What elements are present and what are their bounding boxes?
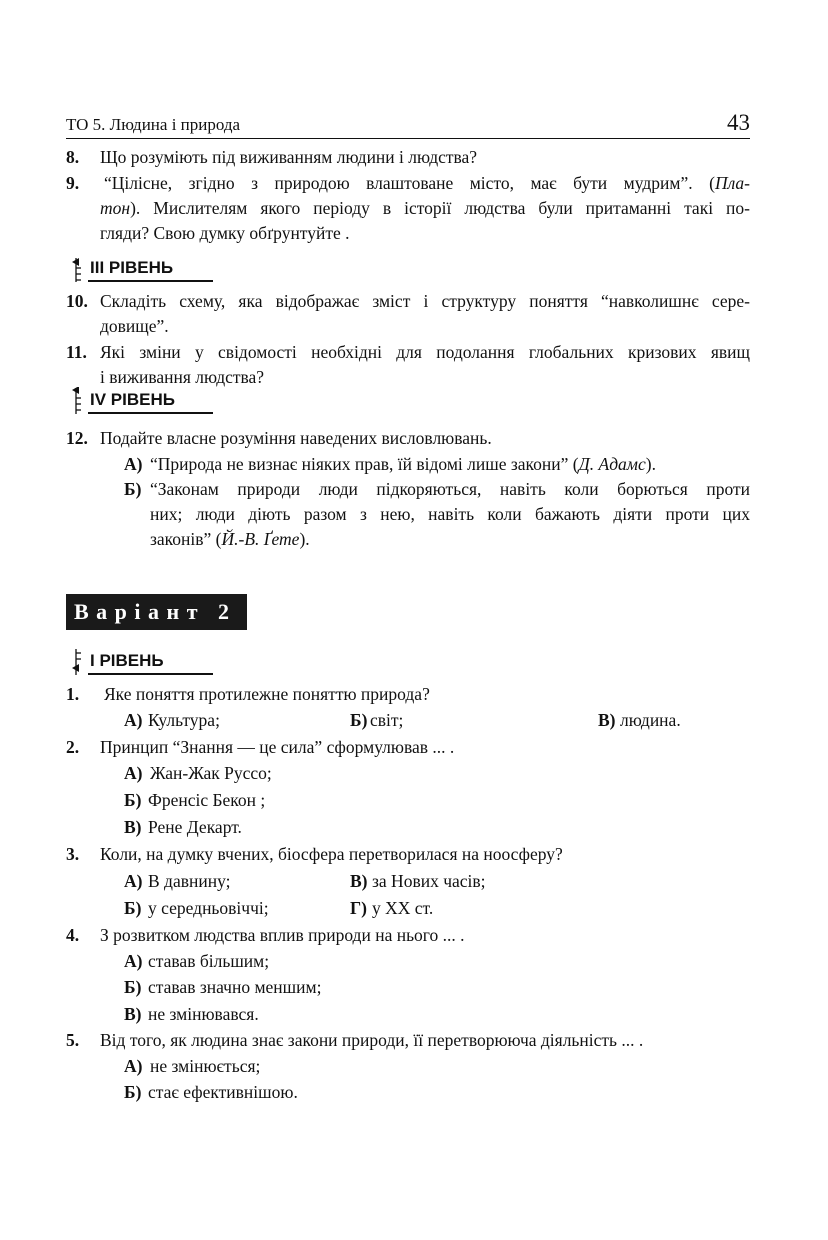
level-marker-icon — [72, 387, 82, 415]
variant-question-1-text: Яке поняття протилежне поняттю природа? — [104, 684, 430, 704]
level-3-underline — [88, 280, 213, 282]
question-11-number: 11. — [66, 342, 87, 362]
variant-question-4-option-a-label: А) — [124, 951, 143, 971]
question-12-number: 12. — [66, 428, 88, 448]
question-9-quote: “Цілісне, згідно з природою влаштоване місто, має бути мудрим”. ( — [104, 173, 715, 193]
variant-question-1-option-c: людина. — [620, 710, 681, 730]
level-4-label: ІV РІВЕНЬ — [90, 390, 175, 409]
question-8-text: Що розуміють під виживанням людини і людства? — [100, 147, 478, 167]
variant-question-4-option-c-label: В) — [124, 1004, 142, 1024]
variant-question-5-number: 5. — [66, 1030, 80, 1050]
question-12-option-a-end: ). — [645, 454, 656, 474]
question-12-option-a — [150, 453, 656, 475]
variant-question-3-option-a: В давнину; — [148, 871, 231, 891]
level-4-heading — [66, 387, 216, 415]
variant-question-2-text: Принцип “Знання — це сила” сформулював ... . — [100, 737, 455, 757]
question-12-option-a-label: А) — [124, 454, 143, 474]
variant-question-2-option-a-label: А) — [124, 763, 143, 783]
question-10-number: 10. — [66, 291, 88, 311]
level-1-underline — [88, 673, 213, 675]
page-number: 43 — [727, 110, 750, 135]
variant-question-5-option-b: стає ефективнішою. — [148, 1082, 298, 1102]
variant-question-4-number: 4. — [66, 925, 80, 945]
variant-heading: Варіант 2 — [66, 594, 247, 630]
variant-question-2-option-a: Жан-Жак Руссо; — [150, 763, 272, 783]
variant-question-3-option-b-label: Б) — [124, 898, 142, 918]
variant-question-3-option-a-label: А) — [124, 871, 143, 891]
variant-question-3-text: Коли, на думку вчених, біосфера перетворилася на ноосферу? — [100, 844, 563, 864]
question-9-line-1 — [104, 172, 750, 194]
variant-question-1-option-a-label: А) — [124, 710, 143, 730]
question-9-line-2 — [100, 197, 750, 219]
running-title: ТО 5. Людина і природа — [66, 115, 241, 134]
variant-question-3-option-d: у ХХ ст. — [372, 898, 434, 918]
question-12-option-b-end: ). — [299, 529, 310, 549]
variant-question-3-number: 3. — [66, 844, 80, 864]
variant-question-1-option-c-label: В) — [598, 710, 616, 730]
variant-question-1-option-b-label: Б) — [350, 710, 368, 730]
question-9-question: ). Мислителям якого періоду в історії людства були притаманні такі по- — [130, 198, 750, 218]
level-3-label: ІІІ РІВЕНЬ — [90, 258, 174, 277]
variant-question-3-option-c-label: В) — [350, 871, 368, 891]
question-9-author-part: Пла- — [714, 173, 750, 193]
page-header — [66, 110, 750, 139]
question-12-option-a-text: “Природа не визнає ніяких прав, їй відомі лише закони” ( — [150, 454, 579, 474]
variant-question-5-option-a: не змінюється; — [150, 1056, 261, 1076]
variant-question-4-option-a: ставав більшим; — [148, 951, 270, 971]
level-1-label: І РІВЕНЬ — [90, 651, 164, 670]
question-12-option-b-line-3 — [150, 528, 310, 550]
level-marker-icon — [72, 648, 82, 676]
question-9-line-3: гляди? Свою думку обґрунтуйте . — [100, 223, 350, 243]
variant-question-4-option-c: не змінювався. — [148, 1004, 259, 1024]
variant-question-1-number: 1. — [66, 684, 80, 704]
level-marker-icon — [72, 255, 82, 283]
variant-question-5-option-a-label: А) — [124, 1056, 143, 1076]
question-12-option-b-line-1: “Законам природи люди підкоряються, навіть коли борються проти — [150, 479, 750, 499]
level-4-underline — [88, 412, 213, 414]
question-12-option-b-author: Й.-В. Ґете — [221, 529, 300, 549]
variant-question-3-option-c: за Нових часів; — [372, 871, 486, 891]
question-11-line-2: і виживання людства? — [100, 367, 265, 387]
variant-question-4-option-b-label: Б) — [124, 977, 142, 997]
question-12-option-a-author: Д. Адамс — [578, 454, 646, 474]
question-12-option-b-text-end: законів” ( — [150, 529, 222, 549]
question-10-line-2: довище”. — [100, 316, 169, 336]
variant-question-2-number: 2. — [66, 737, 80, 757]
variant-question-3-option-b: у середньовіччі; — [148, 898, 269, 918]
level-1-heading — [66, 648, 216, 676]
variant-question-4-option-b: ставав значно меншим; — [148, 977, 322, 997]
variant-question-2-option-b: Френсіс Бекон ; — [148, 790, 266, 810]
variant-question-4-text: З розвитком людства вплив природи на нього ... . — [100, 925, 465, 945]
level-3-heading — [66, 255, 216, 283]
question-11-line-1: Які зміни у свідомості необхідні для подолання глобальних кризових явищ — [100, 342, 750, 362]
variant-question-1-option-a: Культура; — [148, 710, 220, 730]
question-12-option-b-label: Б) — [124, 479, 142, 499]
variant-question-2-option-c-label: В) — [124, 817, 142, 837]
variant-question-2-option-c: Рене Декарт. — [148, 817, 242, 837]
variant-question-2-option-b-label: Б) — [124, 790, 142, 810]
question-9-author-end: тон — [100, 198, 131, 218]
question-12-text: Подайте власне розуміння наведених висловлювань. — [100, 428, 492, 448]
variant-question-1-option-b: світ; — [370, 710, 404, 730]
question-12-option-b-line-2: них; люди діють разом з нею, навіть коли бажають діяти проти цих — [150, 504, 750, 524]
question-9-number: 9. — [66, 173, 80, 193]
variant-question-5-text: Від того, як людина знає закони природи, її перетворююча діяльність ... . — [100, 1030, 644, 1050]
question-8-number: 8. — [66, 147, 80, 167]
variant-question-3-option-d-label: Г) — [350, 898, 367, 918]
variant-question-5-option-b-label: Б) — [124, 1082, 142, 1102]
question-10-line-1: Складіть схему, яка відображає зміст і структуру поняття “навколишнє сере- — [100, 291, 750, 311]
